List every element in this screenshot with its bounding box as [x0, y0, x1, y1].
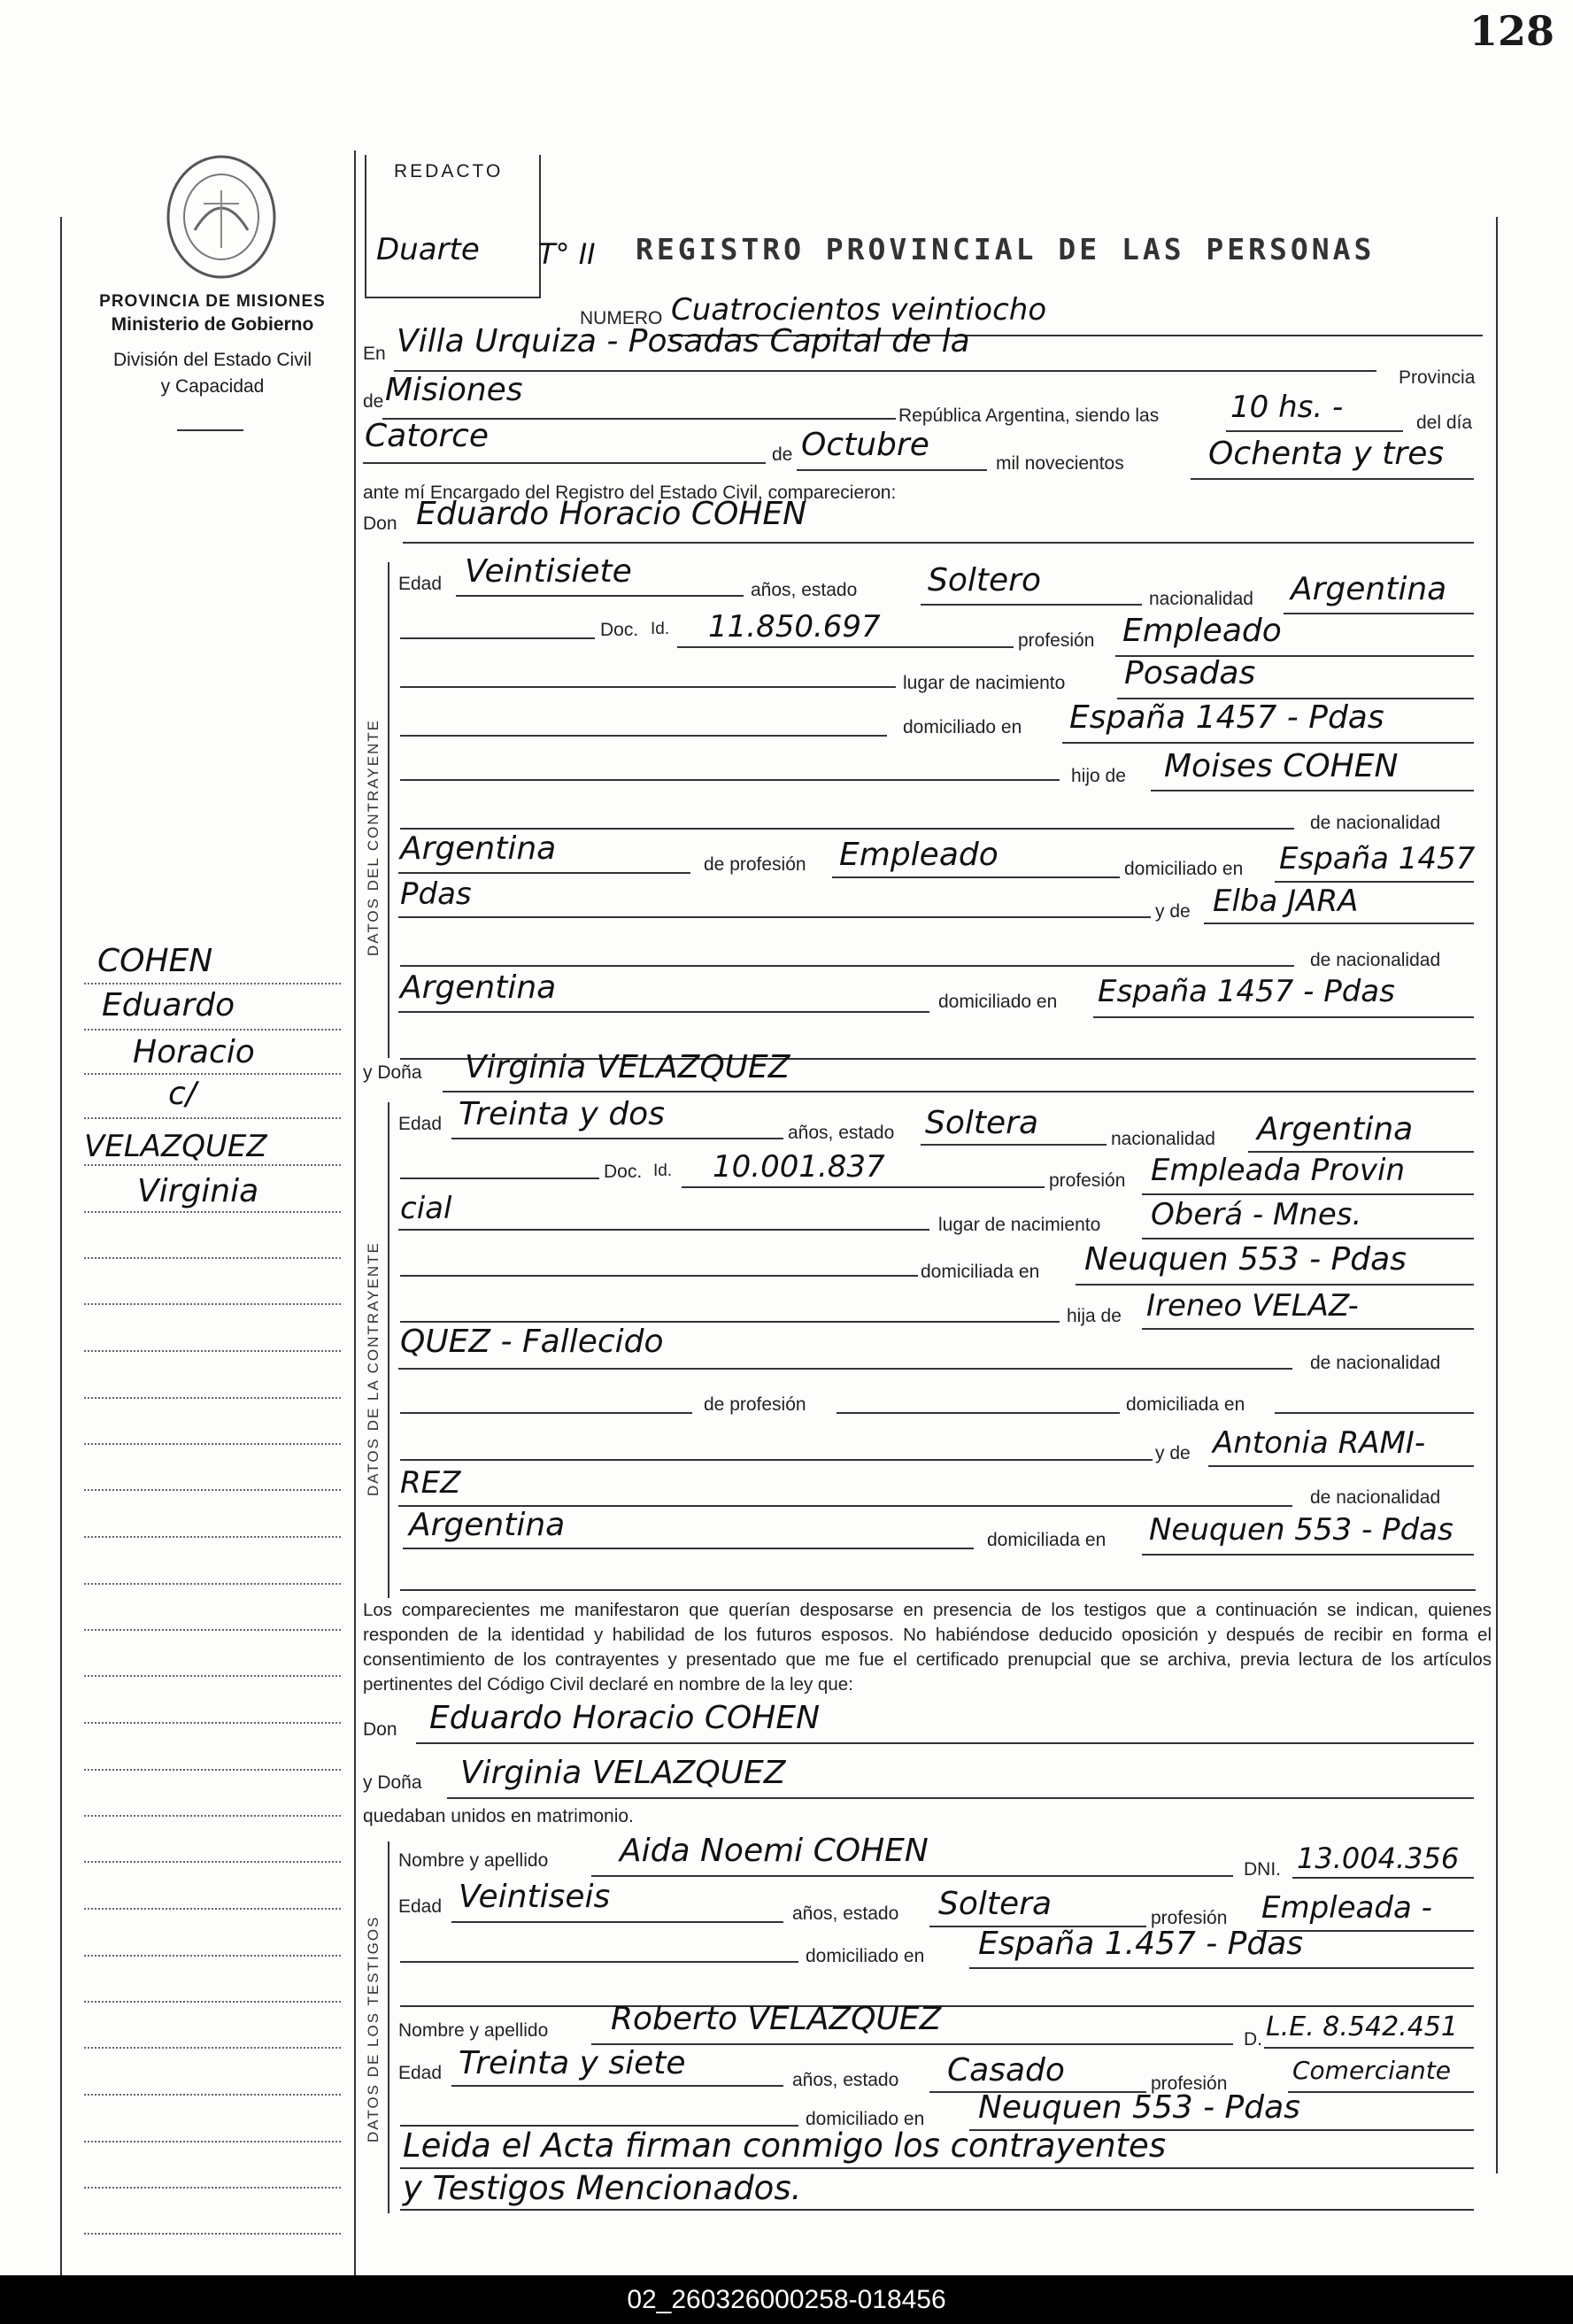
rule	[400, 779, 1060, 781]
rule	[400, 1275, 918, 1277]
page-number: 128	[1469, 7, 1555, 55]
c-lugar-value: Posadas	[1124, 655, 1256, 691]
b-edad-label: Edad	[398, 1114, 443, 1134]
margin-note-line-1: COHEN	[97, 943, 213, 979]
rule	[1076, 1284, 1474, 1286]
b-madre-dom-label: domiciliada en	[987, 1530, 1106, 1550]
t2-doc-value: L.E. 8.542.451	[1266, 2011, 1458, 2042]
margin-rule	[84, 1211, 341, 1213]
margin-rule	[84, 2233, 341, 2235]
b-dom-value: Neuquen 553 - Pdas	[1084, 1241, 1407, 1278]
rule	[1292, 1877, 1474, 1879]
margin-rule	[84, 2094, 341, 2096]
contrayenta-bracket	[388, 1102, 389, 1598]
margin-rule	[84, 2187, 341, 2189]
c-prof-value: Empleado	[1122, 613, 1282, 649]
org-line-4: y Capacidad	[160, 376, 265, 397]
c-prof-label: profesión	[1018, 630, 1095, 651]
decl-don-value: Eduardo Horacio COHEN	[429, 1700, 821, 1736]
margin-rule	[84, 1861, 341, 1863]
margin-rule	[84, 1955, 341, 1957]
org-divider	[177, 429, 243, 431]
rule	[400, 637, 595, 639]
redacto-value: Duarte	[376, 232, 480, 267]
tomo-value: T° II	[538, 237, 596, 271]
rule	[456, 595, 744, 597]
rule	[1226, 430, 1403, 432]
margin-rule	[84, 1769, 341, 1771]
don-label: Don	[363, 513, 397, 534]
en-label: En	[363, 344, 386, 364]
c-padre-prof: Empleado	[839, 837, 999, 873]
provincial-seal-icon	[159, 151, 283, 283]
c-doc-label: Doc.	[600, 620, 639, 640]
c-de-nac-label: de nacionalidad	[1310, 813, 1441, 833]
c-doc-type: Id.	[651, 620, 670, 638]
b-padre-value: Ireneo VELAZ-	[1146, 1288, 1359, 1324]
footer-id: 02_260326000258-018456	[627, 2285, 946, 2314]
rule	[400, 2209, 1474, 2211]
rule	[400, 965, 1294, 967]
c-padre-dom-2: Pdas	[400, 876, 472, 912]
del-dia-label: del día	[1416, 413, 1473, 433]
redacto-label: REDACTO	[394, 161, 504, 181]
c-estado-value: Soltero	[928, 562, 1041, 598]
de-value: Misiones	[385, 372, 523, 408]
rule	[1142, 1328, 1474, 1330]
b-madre-value-2: REZ	[400, 1465, 461, 1501]
margin-rule	[84, 1397, 341, 1399]
t2-dom-value: Neuquen 553 - Pdas	[978, 2089, 1300, 2126]
c-nac-value: Argentina	[1291, 571, 1447, 607]
rule	[1142, 1193, 1474, 1195]
t1-anos-label: años, estado	[792, 1903, 899, 1924]
b-de-nac-label-2: de nacionalidad	[1310, 1487, 1441, 1508]
rule	[1208, 1465, 1474, 1467]
rule	[400, 1412, 692, 1414]
rule	[1062, 742, 1474, 744]
don-value: Eduardo Horacio COHEN	[416, 496, 807, 532]
dona-label: y Doña	[363, 1062, 422, 1083]
rule	[451, 1921, 783, 1923]
contrayente-bracket	[388, 562, 389, 1058]
contrayente-side-label: DATOS DEL CONTRAYENTE	[365, 718, 382, 956]
b-edad-value: Treinta y dos	[459, 1096, 665, 1132]
margin-rule	[84, 1443, 341, 1445]
firma-line-2: y Testigos Mencionados.	[403, 2169, 802, 2207]
b-de-nac-label: de nacionalidad	[1310, 1353, 1441, 1373]
b-prof-value-2: cial	[400, 1191, 452, 1226]
rule	[400, 1459, 1153, 1461]
c-lugar-label: lugar de nacimiento	[903, 673, 1066, 693]
b-doc-value: 10.001.837	[713, 1149, 885, 1185]
right-border	[1496, 217, 1498, 2173]
b-estado-value: Soltera	[925, 1105, 1039, 1141]
c-edad-label: Edad	[398, 574, 443, 594]
rule	[1191, 478, 1474, 480]
t2-dom-label: domiciliado en	[806, 2109, 925, 2129]
t1-doc-label: DNI.	[1244, 1859, 1281, 1880]
margin-rule	[84, 2141, 341, 2143]
b-de-prof-label: de profesión	[704, 1394, 806, 1415]
margin-rule	[84, 1029, 341, 1031]
rule	[969, 1967, 1474, 1969]
c-doc-value: 11.850.697	[708, 609, 881, 645]
c-hijo-label: hijo de	[1071, 766, 1126, 786]
t1-prof-label: profesión	[1151, 1908, 1228, 1928]
b-nac-label: nacionalidad	[1111, 1129, 1215, 1149]
org-line-2: Ministerio de Gobierno	[111, 314, 314, 335]
b-padre-dom-label: domiciliada en	[1126, 1394, 1245, 1415]
t2-doc-label: D.	[1244, 2029, 1262, 2050]
t1-edad-label: Edad	[398, 1896, 443, 1917]
rule	[837, 1412, 1120, 1414]
rule	[363, 462, 766, 464]
t1-dom-value: España 1.457 - Pdas	[978, 1926, 1304, 1962]
c-edad-value: Veintisiete	[465, 553, 632, 590]
margin-rule	[84, 1908, 341, 1910]
c-madre-value: Elba JARA	[1213, 884, 1359, 919]
t1-nombre-label: Nombre y apellido	[398, 1850, 549, 1871]
c-de-prof-label: de profesión	[704, 854, 806, 875]
c-nac-label: nacionalidad	[1149, 589, 1253, 609]
margin-note-line-4: c/	[168, 1076, 197, 1112]
margin-rule	[84, 1489, 341, 1491]
rule	[416, 1742, 1474, 1744]
b-lugar-value: Oberá - Mnes.	[1151, 1197, 1362, 1232]
b-anos-label: años, estado	[788, 1123, 895, 1143]
margin-rule	[84, 1303, 341, 1305]
rule	[1204, 923, 1474, 924]
dona-value: Virginia VELAZQUEZ	[465, 1049, 790, 1085]
c-anos-label: años, estado	[751, 580, 858, 600]
t2-prof-label: profesión	[1151, 2073, 1228, 2094]
rule	[1142, 1238, 1474, 1239]
registry-title: REGISTRO PROVINCIAL DE LAS PERSONAS	[636, 232, 1376, 266]
b-prof-value: Empleada Provin	[1151, 1153, 1406, 1188]
margin-note-line-2: Eduardo	[102, 987, 235, 1023]
declaration-text: Los comparecientes me manifestaron que querían desposarse en presencia de los testigos que a continuación se indican, quienes responden de la identidad y habilidad de los futuros esposos. No habiéndose deducido oposición y después de recibir en forma el consentimiento de los contrayentes y presentado que me fue el certificado prenupcial que se archiva, previa lectura de los artículos pertinentes del Código Civil declaré en nombre de la ley que:	[363, 1600, 1492, 1695]
rule	[1275, 1412, 1474, 1414]
margin-note-line-3: Horacio	[133, 1034, 255, 1070]
rule	[403, 542, 1474, 544]
rule	[400, 686, 896, 688]
rule	[1093, 1016, 1474, 1018]
t2-prof-value: Comerciante	[1292, 2056, 1451, 2085]
rule	[403, 1548, 974, 1549]
margin-note-line-5: VELAZQUEZ	[84, 1129, 267, 1164]
rule	[1275, 881, 1474, 883]
rule	[591, 1875, 1233, 1877]
anio-value: Ochenta y tres	[1208, 436, 1445, 472]
c-dom-value: España 1457 - Pdas	[1069, 699, 1384, 736]
rule	[400, 1589, 1476, 1591]
c-madre-dom: España 1457 - Pdas	[1098, 974, 1395, 1009]
rule	[451, 2085, 783, 2087]
decl-dona-label: y Doña	[363, 1772, 422, 1793]
firma-line-1: Leida el Acta firman conmigo los contrayentes	[403, 2127, 1167, 2165]
c-padre-dom-label: domiciliado en	[1124, 859, 1244, 879]
margin-rule	[84, 1583, 341, 1585]
margin-rule	[84, 1815, 341, 1817]
t2-edad-label: Edad	[398, 2063, 443, 2083]
provincia-label: Provincia	[1399, 367, 1476, 388]
rule	[1288, 2091, 1474, 2093]
rule	[1284, 613, 1474, 614]
rule	[921, 604, 1142, 606]
rule	[443, 1091, 1474, 1093]
rule	[677, 646, 1014, 648]
rule	[400, 1321, 1060, 1323]
margin-rule	[84, 1722, 341, 1724]
c-madre-dom-label: domiciliado en	[938, 992, 1058, 1012]
t1-estado-value: Soltera	[938, 1886, 1053, 1922]
hora-value: 10 hs. -	[1230, 390, 1344, 425]
rule	[682, 1186, 1045, 1188]
testigos-side-label: DATOS DE LOS TESTIGOS	[365, 1915, 382, 2143]
numero-value: Cuatrocientos veintiocho	[671, 292, 1047, 328]
numero-label: NUMERO	[580, 308, 663, 328]
rule	[398, 916, 1151, 918]
b-madre-dom: Neuquen 553 - Pdas	[1149, 1512, 1453, 1548]
rule	[398, 1368, 1292, 1370]
mes-value: Octubre	[801, 427, 929, 463]
mil-label: mil novecientos	[996, 453, 1124, 474]
t1-doc-value: 13.004.356	[1297, 1841, 1460, 1875]
rule	[400, 1961, 798, 1963]
b-nac-value: Argentina	[1257, 1111, 1414, 1147]
margin-rule	[84, 1164, 341, 1166]
ante-mi-text: ante mí Encargado del Registro del Estado Civil, comparecieron:	[363, 483, 897, 503]
rule	[1264, 2047, 1474, 2049]
c-de-nac-label-2: de nacionalidad	[1310, 950, 1441, 970]
margin-note-line-6: Virginia	[137, 1173, 259, 1209]
margin-rule	[84, 1257, 341, 1259]
margin-rule	[84, 2001, 341, 2003]
margin-rule	[84, 1536, 341, 1538]
rule	[832, 876, 1120, 878]
b-dom-label: domiciliada en	[921, 1262, 1040, 1282]
t2-anos-label: años, estado	[792, 2070, 899, 2090]
c-dom-label: domiciliado en	[903, 717, 1022, 737]
left-column-border	[60, 217, 62, 2289]
b-madre-value: Antonia RAMI-	[1213, 1425, 1426, 1461]
rule	[451, 1138, 783, 1139]
rule	[447, 1797, 1474, 1799]
c-madre-nac: Argentina	[400, 969, 557, 1006]
rule	[398, 872, 690, 874]
de-label: de	[363, 391, 384, 412]
margin-rule	[84, 1629, 341, 1631]
rule	[398, 1011, 929, 1013]
testigos-bracket	[388, 1841, 389, 2213]
t2-estado-value: Casado	[947, 2052, 1065, 2089]
left-column-divider	[354, 151, 356, 2289]
contrayenta-side-label: DATOS DE LA CONTRAYENTE	[365, 1241, 382, 1496]
rule	[398, 1229, 929, 1231]
b-padre-value-2: QUEZ - Fallecido	[400, 1324, 664, 1360]
margin-rule	[84, 2047, 341, 2049]
org-line-3: División del Estado Civil	[112, 350, 312, 370]
margin-rule	[84, 983, 341, 984]
de-mes-label: de	[772, 444, 793, 465]
margin-rule	[84, 1675, 341, 1677]
c-padre-value: Moises COHEN	[1164, 748, 1399, 784]
rule	[1151, 790, 1474, 791]
rule	[797, 469, 987, 471]
c-y-de-label: y de	[1155, 901, 1191, 922]
b-madre-nac: Argentina	[409, 1507, 566, 1543]
b-lugar-label: lugar de nacimiento	[938, 1215, 1101, 1235]
margin-rule	[84, 1073, 341, 1075]
rule	[1142, 1554, 1474, 1556]
c-padre-nac: Argentina	[400, 830, 557, 867]
t2-nombre-label: Nombre y apellido	[398, 2020, 549, 2041]
decl-closing: quedaban unidos en matrimonio.	[363, 1806, 634, 1826]
margin-rule	[84, 1117, 341, 1119]
rule	[921, 1144, 1106, 1146]
rule	[400, 735, 887, 737]
t2-nombre-value: Roberto VELAZQUEZ	[611, 2001, 942, 2037]
t1-dom-label: domiciliado en	[806, 1946, 925, 1966]
decl-dona-value: Virginia VELAZQUEZ	[460, 1755, 786, 1791]
t2-edad-value: Treinta y siete	[459, 2045, 686, 2081]
dia-value: Catorce	[365, 418, 490, 454]
rule	[400, 1177, 599, 1179]
c-padre-dom: España 1457	[1279, 841, 1476, 876]
org-line-1: PROVINCIA DE MISIONES	[99, 292, 326, 311]
decl-don-label: Don	[363, 1719, 397, 1740]
b-y-de-label: y de	[1155, 1443, 1191, 1463]
t1-edad-value: Veintiseis	[459, 1879, 611, 1915]
rule	[591, 2043, 1233, 2045]
rule	[394, 370, 1376, 372]
margin-rule	[84, 1350, 341, 1352]
en-value: Villa Urquiza - Posadas Capital de la	[397, 323, 970, 359]
rule	[400, 828, 1294, 830]
t1-prof-value: Empleada -	[1261, 1890, 1432, 1926]
t1-nombre-value: Aida Noemi COHEN	[620, 1833, 929, 1869]
b-doc-label: Doc.	[604, 1162, 643, 1182]
b-prof-label: profesión	[1049, 1170, 1126, 1191]
republica-label: República Argentina, siendo las	[898, 405, 1160, 426]
b-hija-label: hija de	[1067, 1306, 1122, 1326]
b-doc-type: Id.	[653, 1162, 673, 1180]
footer-bar	[0, 2275, 1573, 2324]
